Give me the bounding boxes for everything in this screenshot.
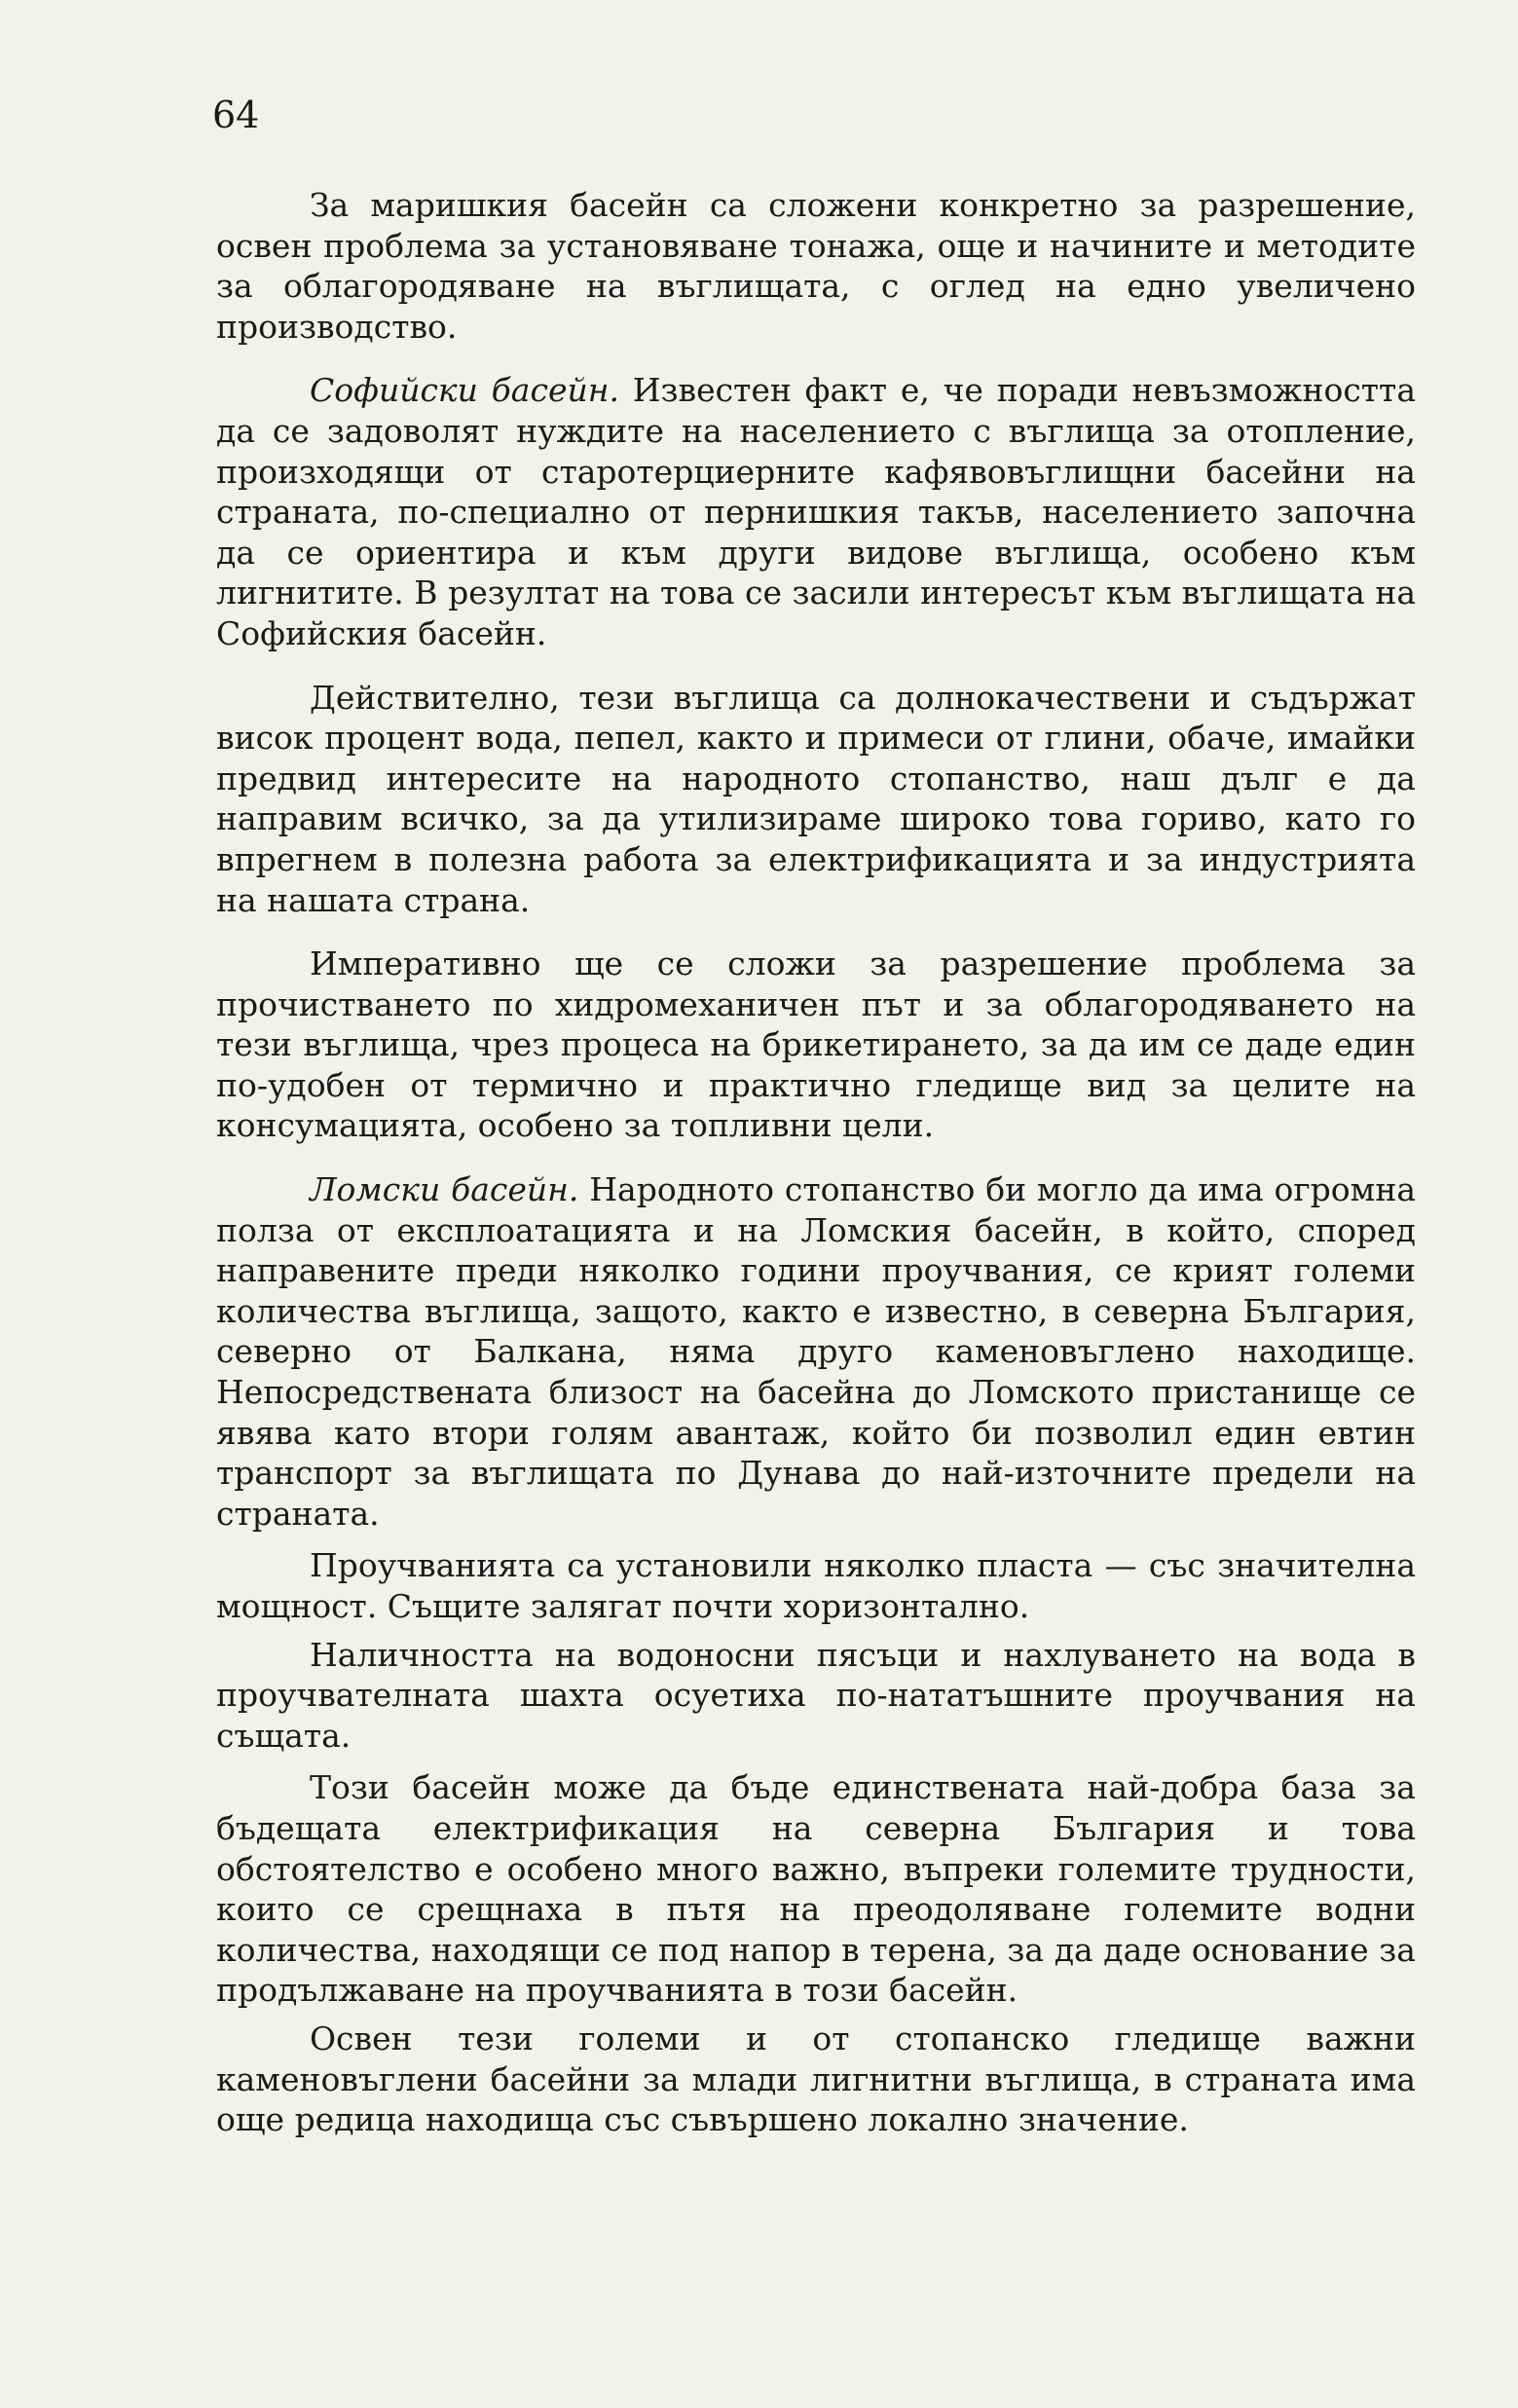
page-number: 64	[212, 93, 260, 136]
paragraph-text: Действително, тези въглища са долнокачествени и съдържат висок процент вода, пепел, както и примеси от глини, обаче, имайки предвид интересите на народното стопанство, наш дълг е да направим всичко, за да утилизираме широко това гориво, като го впрегнем в полезна работа за електрификацията и за индустрията на нашата страна.	[216, 678, 1416, 919]
paragraph-sofia-basin	[216, 370, 1416, 653]
paragraph-maritsa-basin	[216, 185, 1416, 347]
paragraph-text: Този басейн може да бъде единствената най-добра база за бъдещата електрификация на северна България и това обстоятелство е особено много важно, въпреки големите трудности, които се срещнаха в пътя на преодоляване големите водни количества, находящи се под напор в терена, за да даде основание за продължаване на проучванията в този басейн.	[216, 1768, 1416, 2010]
paragraph-briquetting	[216, 944, 1416, 1146]
paragraph-water-sands	[216, 1635, 1416, 1757]
paragraph-text: Народното стопанство би могло да има огромна полза от експлоатацията и на Ломския басейн, в който, според направените преди няколко години проучвания, се крият големи количества въглища, защото, както е известно, в северна България, северно от Балкана, няма друго каменовъглено находище. Непосредствената близост на басейна до Ломското пристанище се явява като втори голям авантаж, който би позволил един евтин транспорт за въглищата по Дунава до най-източните предели на страната.	[216, 1170, 1416, 1533]
paragraph-local-deposits	[216, 2019, 1416, 2140]
paragraph-seams	[216, 1545, 1416, 1626]
section-heading-sofia-basin: Софийски басейн.	[310, 371, 619, 410]
paragraph-electrification	[216, 1767, 1416, 2011]
paragraph-text: Проучванията са установили няколко пласта — със значителна мощност. Същите залягат почти хоризонтално.	[216, 1546, 1416, 1625]
paragraph-text: За маришкия басейн са сложени конкретно за разрешение, освен проблема за установяване тонажа, още и начините и методите за облагородяване на въглищата, с оглед на едно увеличено производство.	[216, 186, 1416, 346]
paragraph-lom-basin	[216, 1169, 1416, 1534]
section-heading-lom-basin: Ломски басейн.	[310, 1170, 579, 1209]
paragraph-text: Освен тези големи и от стопанско гледище важни каменовъглени басейни за млади лигнитни въглища, в страната има още редица находища със съвършено локално значение.	[216, 2019, 1416, 2139]
body-text	[216, 185, 1416, 2140]
paragraph-text: Императивно ще се сложи за разрешение проблема за прочистването по хидромеханичен път и за облагородяването на тези въглища, чрез процеса на брикетирането, за да им се даде един по-удобен от термично и практично гледище вид за целите на консумацията, особено за топливни цели.	[216, 945, 1416, 1145]
paragraph-text: Наличността на водоносни пясъци и нахлуването на вода в проучвателната шахта осуетиха по-нататъшните проучвания на същата.	[216, 1635, 1416, 1755]
paragraph-coal-quality	[216, 678, 1416, 921]
paragraph-text: Известен факт е, че поради невъзможността да се задоволят нуждите на населението с въглища за отопление, произходящи от старотерциерните кафявовъглищни басейни на страната, по-специално от пернишкия такъв, населението започна да се ориентира и към други видове въглища, особено към лигнитите. В резултат на това се засили интересът към въглищата на Софийския басейн.	[216, 371, 1416, 652]
